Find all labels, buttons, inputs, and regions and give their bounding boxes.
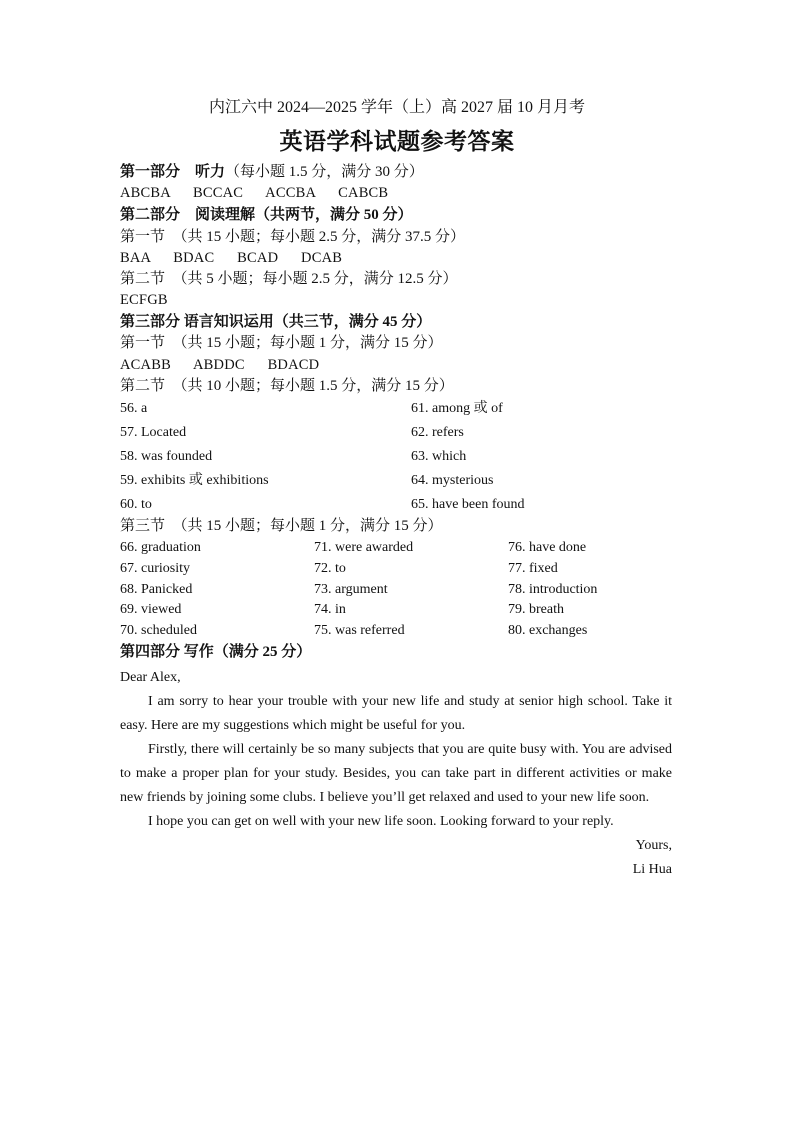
letter-greeting: Dear Alex, — [120, 670, 181, 685]
answer-item: 61. among 或 of — [411, 401, 503, 416]
answer-item: 79. breath — [508, 602, 564, 617]
answer-item: 56. a — [120, 401, 148, 416]
answer-item: 80. exchanges — [508, 623, 588, 638]
letter-signature: Li Hua — [632, 862, 672, 877]
answer-item: 76. have done — [508, 540, 587, 555]
part1-title: 第一部分 听力 — [120, 164, 226, 180]
letter-paragraph: Firstly, there will certainly be so many subjects that you are quite busy with. You are advised to make a proper plan for your study. Besides, you can take part in different activities or make new friends by joining some clubs. I believe you’ll get relaxed and used to your new life soon. — [120, 742, 672, 805]
part1-note: （每小题 1.5 分，满分 30 分） — [225, 164, 424, 180]
answer-item: 67. curiosity — [120, 561, 190, 576]
part4-title: 第四部分 写作（满分 25 分） — [120, 644, 312, 660]
exam-title: 内江六中 2024—2025 学年（上）高 2027 届 10 月月考 — [208, 99, 585, 116]
part2-section2-answers: ECFGB — [120, 292, 168, 308]
part3-section2-title: 第二节 （共 10 小题；每小题 1.5 分，满分 15 分） — [120, 378, 454, 394]
part3-title: 第三部分 语言知识运用（共三节，满分 45 分） — [120, 314, 432, 330]
part2-title: 第二部分 阅读理解（共两节，满分 50 分） — [120, 207, 413, 223]
answer-item: 64. mysterious — [411, 473, 494, 488]
answer-item: 69. viewed — [120, 602, 182, 617]
answer-item: 68. Panicked — [120, 582, 193, 597]
part3-section1-answers: ACABB ABDDC BDACD — [120, 357, 320, 373]
answer-item: 58. was founded — [120, 449, 213, 464]
answer-item: 65. have been found — [411, 497, 525, 512]
answer-item: 63. which — [411, 449, 467, 464]
answer-item: 62. refers — [411, 425, 464, 440]
letter-closing: Yours, — [635, 838, 672, 853]
answer-item: 77. fixed — [508, 561, 558, 576]
answer-item: 78. introduction — [508, 582, 598, 597]
part1-heading — [120, 162, 424, 182]
answer-item: 73. argument — [314, 582, 388, 597]
part3-section3-title: 第三节 （共 15 小题；每小题 1 分，满分 15 分） — [120, 518, 443, 534]
letter-paragraph: I am sorry to hear your trouble with your new life and study at senior high school. Take it easy. Here are my suggestions which might be useful for you. — [120, 694, 672, 733]
answer-item: 66. graduation — [120, 540, 201, 555]
answer-item: 59. exhibits 或 exhibitions — [120, 473, 269, 488]
answer-item: 75. was referred — [314, 623, 405, 638]
part2-section2-title: 第二节 （共 5 小题；每小题 2.5 分，满分 12.5 分） — [120, 271, 458, 287]
part3-section1-title: 第一节 （共 15 小题；每小题 1 分，满分 15 分） — [120, 335, 443, 351]
answer-item: 72. to — [314, 561, 346, 576]
answer-item: 70. scheduled — [120, 623, 197, 638]
sample-letter — [120, 668, 672, 882]
answer-item: 74. in — [314, 602, 346, 617]
letter-paragraph: I hope you can get on well with your new life soon. Looking forward to your reply. — [148, 814, 614, 829]
part1-answers: ABCBA BCCAC ACCBA CABCB — [120, 185, 389, 201]
answer-item: 57. Located — [120, 425, 187, 440]
answer-item: 60. to — [120, 497, 152, 512]
answer-item: 71. were awarded — [314, 540, 414, 555]
part2-section1-answers: BAA BDAC BCAD DCAB — [120, 250, 343, 266]
document-title: 英语学科试题参考答案 — [279, 129, 515, 154]
part2-section1-title: 第一节 （共 15 小题；每小题 2.5 分，满分 37.5 分） — [120, 229, 466, 245]
